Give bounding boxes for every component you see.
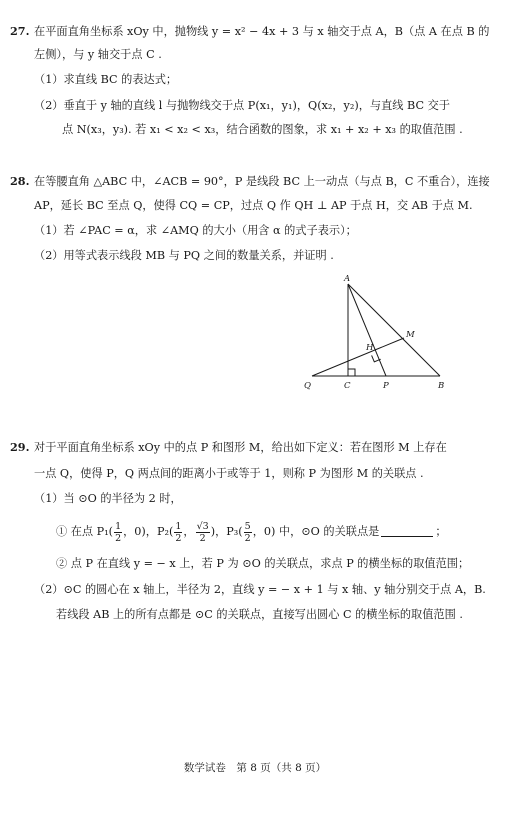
sub-question-cont: 若线段 AB 上的所有点都是 ⊙C 的关联点，直接写出圆心 C 的横坐标的取值范围 . xyxy=(56,608,463,621)
segment-AB xyxy=(348,284,440,376)
sub-question-part-2: ② 点 P 在直线 y = − x 上，若 P 为 ⊙O 的关联点，求点 P 的横坐标的取值范围； xyxy=(56,557,470,570)
right-angle-mark-C xyxy=(348,369,355,376)
fraction: $\frac{1}{2}$ xyxy=(115,520,122,544)
sub-question: （1）若 ∠PAC = α，求 ∠AMQ 的大小（用含 α 的式子表示）； xyxy=(34,224,357,237)
sub-question: （1）求直线 BC 的表达式； xyxy=(34,73,178,86)
question-text: 左侧），与 y 轴交于点 C . xyxy=(34,48,162,61)
question-number: 27. xyxy=(10,24,30,38)
sub-question-part-1: ① 在点 P₁( $\frac{1}{2}$ ，0)，P₂( $\frac{1}{2}$ ， $\frac{√3}{2}$ )，P₃( $\frac{5}{2}$ ，0) 中，⊙O 的关联点是 ； xyxy=(56,520,447,544)
question-number: 29. xyxy=(10,440,30,454)
label-H: H xyxy=(366,343,374,353)
label-P: P xyxy=(383,381,389,391)
label-Q: Q xyxy=(304,381,311,391)
label-M: M xyxy=(406,330,415,340)
segment-QM xyxy=(312,338,404,376)
answer-blank[interactable] xyxy=(381,524,433,537)
label-A: A xyxy=(344,274,351,284)
sub-question: （2）垂直于 y 轴的直线 l 与抛物线交于点 P(x₁，y₁)，Q(x₂，y₂)，与直线 BC 交于 xyxy=(34,99,450,112)
question-text: 在等腰直角 △ABC 中，∠ACB = 90°，P 是线段 BC 上一动点（与点 B，C 不重合），连接 xyxy=(34,175,490,188)
question-text: 在平面直角坐标系 xOy 中，抛物线 y = x² − 4x + 3 与 x 轴交于点 A，B（点 A 在点 B 的 xyxy=(34,25,490,38)
triangle-figure xyxy=(298,272,468,402)
fraction: $\frac{√3}{2}$ xyxy=(196,520,209,544)
sub-question: （2）用等式表示线段 MB 与 PQ 之间的数量关系，并证明 . xyxy=(34,249,334,262)
question-text: 一点 Q，使得 P，Q 两点间的距离小于或等于 1，则称 P 为图形 M 的关联点 . xyxy=(34,467,424,480)
label-B: B xyxy=(438,381,445,391)
fraction: $\frac{5}{2}$ xyxy=(244,520,251,544)
question-text: AP，延长 BC 至点 Q，使得 CQ = CP，过点 Q 作 QH ⊥ AP 于点 H，交 AB 于点 M. xyxy=(34,199,473,212)
page-footer: 数学试卷 第 8 页（共 8 页） xyxy=(183,762,327,774)
question-number: 28. xyxy=(10,174,30,188)
sub-question-cont: 点 N(x₃，y₃). 若 x₁ < x₂ < x₃，结合函数的图象，求 x₁ + x₂ + x₃ 的取值范围 . xyxy=(62,123,463,136)
question-text: 对于平面直角坐标系 xOy 中的点 P 和图形 M，给出如下定义：若在图形 M 上存在 xyxy=(34,441,447,454)
sub-question: （1）当 ⊙O 的半径为 2 时， xyxy=(34,492,182,505)
fraction: $\frac{1}{2}$ xyxy=(175,520,182,544)
label-C: C xyxy=(344,381,351,391)
sub-question: （2）⊙C 的圆心在 x 轴上，半径为 2，直线 y = − x + 1 与 x 轴、y 轴分别交于点 A，B. xyxy=(34,583,486,596)
segment-AP xyxy=(348,284,386,376)
